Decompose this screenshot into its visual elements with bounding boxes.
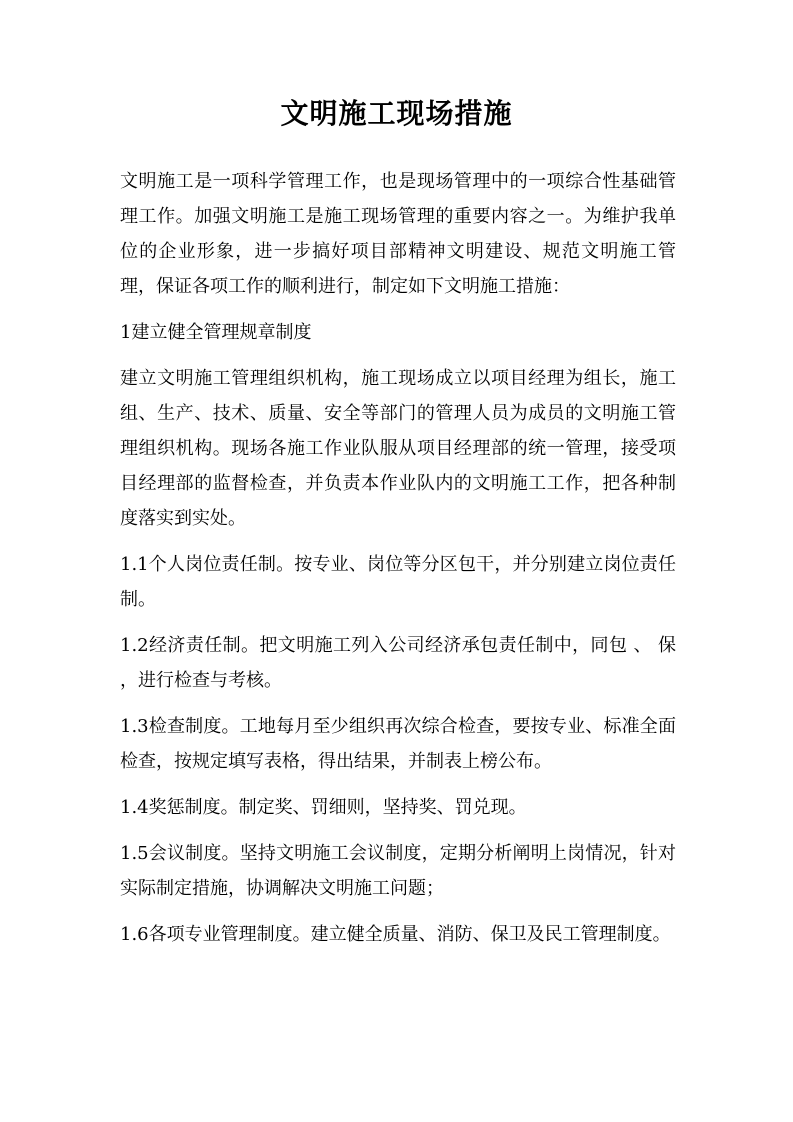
rule-item-1-4: 1.4奖惩制度。制定奖、罚细则，坚持奖、罚兑现。 xyxy=(120,797,527,818)
intro-paragraph: 文明施工是一项科学管理工作，也是现场管理中的一项综合性基础管理工作。加强文明施工是施工现场管理的重要内容之一。为维护我单位的企业形象，进一步搞好项目部精神文明建设、规范文明施工管理，保证各项工作的顺利进行，制定如下文明施工措施： xyxy=(120,171,676,297)
section-heading: 1建立健全管理规章制度 xyxy=(120,322,312,343)
rule-item-1-6: 1.6各项专业管理制度。建立健全质量、消防、保卫及民工管理制度。 xyxy=(120,924,671,945)
document-title: 文明施工现场措施 xyxy=(280,97,513,130)
rule-item-1-5: 1.5会议制度。坚持文明施工会议制度，定期分析阐明上岗情况，针对实际制定措施，协调解决文明施工问题； xyxy=(120,843,676,899)
rule-item-1-3: 1.3检查制度。工地每月至少组织再次综合检查，要按专业、标准全面检查，按规定填写表格，得出结果，并制表上榜公布。 xyxy=(120,716,676,772)
rule-item-1-2: 1.2经济责任制。把文明施工列入公司经济承包责任制中，同包 、 保 ，进行检查与考核。 xyxy=(120,635,676,691)
section-paragraph: 建立文明施工管理组织机构，施工现场成立以项目经理为组长，施工组、生产、技术、质量、安全等部门的管理人员为成员的文明施工管理组织机构。现场各施工作业队服从项目经理部的统一管理，接受项目经理部的监督检查，并负责本作业队内的文明施工工作，把各种制度落实到实处。 xyxy=(120,368,676,529)
rule-item-1-1: 1.1个人岗位责任制。按专业、岗位等分区包干，并分别建立岗位责任制。 xyxy=(120,554,676,610)
document-body xyxy=(120,164,676,963)
